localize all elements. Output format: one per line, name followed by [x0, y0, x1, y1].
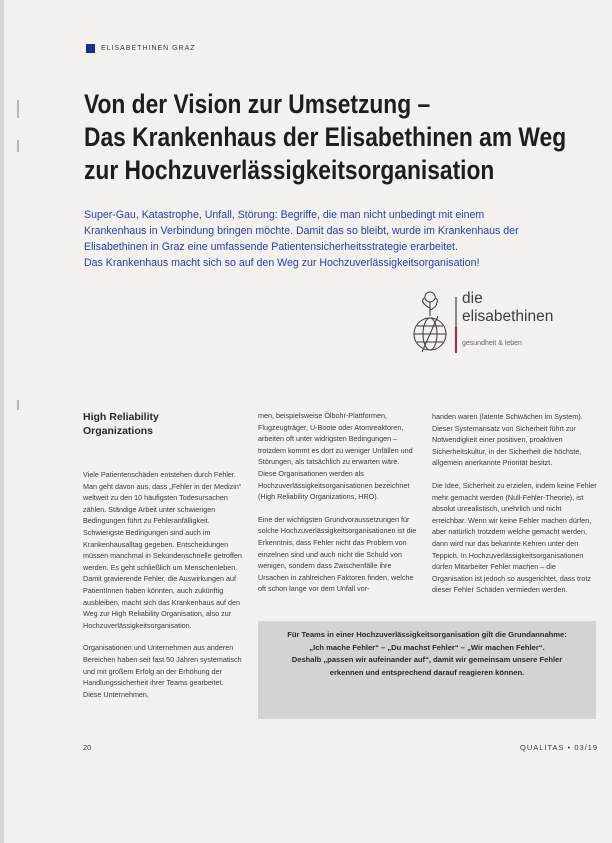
section-marker-icon	[86, 44, 95, 53]
logo-divider	[455, 297, 457, 353]
subheading-line: Organizations	[83, 425, 154, 437]
body-paragraph: Organisationen und Unternehmen aus anderen Bereichen haben seit fast 50 Jahren systematisch und mit großem Erfolg an der Erhöhung der Handlungssicherheit ihrer Teams gearbeitet. Diese Unternehmen,	[83, 643, 242, 699]
section-tag-label: ELISABETHINEN GRAZ	[101, 45, 196, 52]
callout-line: erkennen und entsprechend darauf reagieren können.	[329, 667, 525, 677]
page-number: 20	[83, 743, 92, 752]
body-paragraph: Eine der wichtigsten Grundvoraussetzungen für solche Hochzuverlässigkeitsorganisationen ist die Erkenntnis, dass Fehler nicht das Problem von einzelnen sind und auch nicht die Schuld von wenigen, sondern dass Zwischenfälle ihre Ursachen in zahlreichen Faktoren finden, welche oft schon lange vor dem Unfall vor-	[258, 514, 417, 594]
elisabethinen-logo	[410, 290, 590, 360]
scan-mark	[17, 100, 19, 118]
headline-line: zur Hochzuverlässigkeitsorganisation	[84, 155, 495, 185]
callout-text	[266, 629, 588, 679]
lead-line: Elisabethinen in Graz eine umfassende Patientensicherheitsstrategie erarbeitet.	[84, 241, 458, 253]
lead-line: Super-Gau, Katastrophe, Unfall, Störung: Begriffe, die man nicht unbedingt mit einem	[84, 209, 485, 221]
logo-tagline: gesundheit & leben	[462, 340, 522, 347]
article-column-2	[258, 410, 418, 606]
article-headline	[84, 88, 567, 187]
article-column-1	[83, 410, 243, 711]
body-paragraph: men, beispielsweise Ölbohr-Plattformen, Flugzeugträger, U-Boote oder Atomreaktoren, arbeiten oft unter widrigsten Bedingungen – trotzdem kommt es dort zu weniger Unfällen und Störungen, als tatsächlich zu erwarten wäre. Diese Organisationen werden als Hochzuverlässigkeitsorganisationen bezeichnet (High Reliability Organizations, HRO).	[258, 411, 413, 502]
publication-issue: QUALITAS • 03/19	[520, 743, 599, 752]
callout-box	[258, 621, 596, 719]
body-paragraph: handen waren (latente Schwächen im System). Dieser Systemansatz von Sicherheit führt zur Notwendigkeit einer positiven, proaktiven Sicherheitskultur, in der Sicherheit die höchste, allgemein anerkannte Priorität besitzt.	[432, 412, 583, 468]
headline-line: Das Krankenhaus der Elisabethinen am Weg	[84, 122, 567, 152]
body-paragraph: Viele Patientenschäden entstehen durch Fehler. Man geht davon aus, dass „Fehler in der Medizin“ weltweit zu den 10 häufigsten Todesursachen zählen. Ständige Arbeit unter schwierigen Bedingungen führt zu Fehleranfälligkeit. Schwierigste Bedingungen sind auch im Krankenhausalltag gegeben. Entscheidungen müssen manchmal in Sekundenschnelle getroffen werden. Es geht schließlich um Menschenleben. Damit gravierende Fehler, die Auswirkungen auf PatientInnen haben könnten, auch zukünftig ausbleiben, macht sich das Krankenhaus auf den Weg zur High Reliability Organisation, also zur Hochzuverlässigkeitsorganisation.	[83, 470, 242, 630]
callout-line: „Ich mache Fehler“ – „Du machst Fehler“ – „Wir machen Fehler“.	[309, 642, 545, 652]
logo-wordmark	[462, 290, 553, 326]
logo-name-line: die	[462, 290, 483, 307]
callout-line: Deshalb „passen wir aufeinander auf“, damit wir gemeinsam unsere Fehler	[291, 655, 563, 664]
section-subheading	[83, 410, 243, 438]
lead-line: Krankenhaus in Verbindung bringen möchte. Damit das so bleibt, wurde im Krankenhaus der	[84, 225, 519, 237]
lead-line: Das Krankenhaus macht sich so auf den Weg zur Hochzuverlässigkeitsorganisation!	[84, 257, 480, 269]
callout-line: Für Teams in einer Hochzuverlässigkeitsorganisation gilt die Grundannahme:	[287, 630, 567, 639]
logo-divider-gray	[455, 297, 457, 327]
body-paragraph: Die Idee, Sicherheit zu erzielen, indem keine Fehler mehr gemacht werden (Null-Fehler-Theorie), ist absolut unrealistisch, unehrlich und nicht erreichbar. Wenn wir keine Fehler machen dürfen, aber natürlich trotzdem welche gemacht werden, dann wird nur das bekannte Kehren unter den Teppich. In Hochzuverlässigkeitsorganisationen dürfen Mitarbeiter Fehler machen – die Organisation ist jedoch so ausgerichtet, dass trotz dieser Fehler Schäden vermieden werden.	[432, 480, 597, 595]
rose-globe-icon	[410, 290, 450, 358]
subheading-line: High Reliability	[83, 411, 159, 423]
logo-name-line: elisabethinen	[462, 308, 554, 325]
section-tag	[86, 44, 196, 53]
lead-paragraph	[84, 207, 584, 271]
article-column-3	[432, 411, 597, 607]
scan-mark	[17, 140, 19, 152]
headline-line: Von der Vision zur Umsetzung –	[84, 89, 431, 119]
scan-edge	[0, 0, 4, 843]
logo-divider-red	[455, 327, 457, 353]
scan-mark	[17, 400, 19, 410]
